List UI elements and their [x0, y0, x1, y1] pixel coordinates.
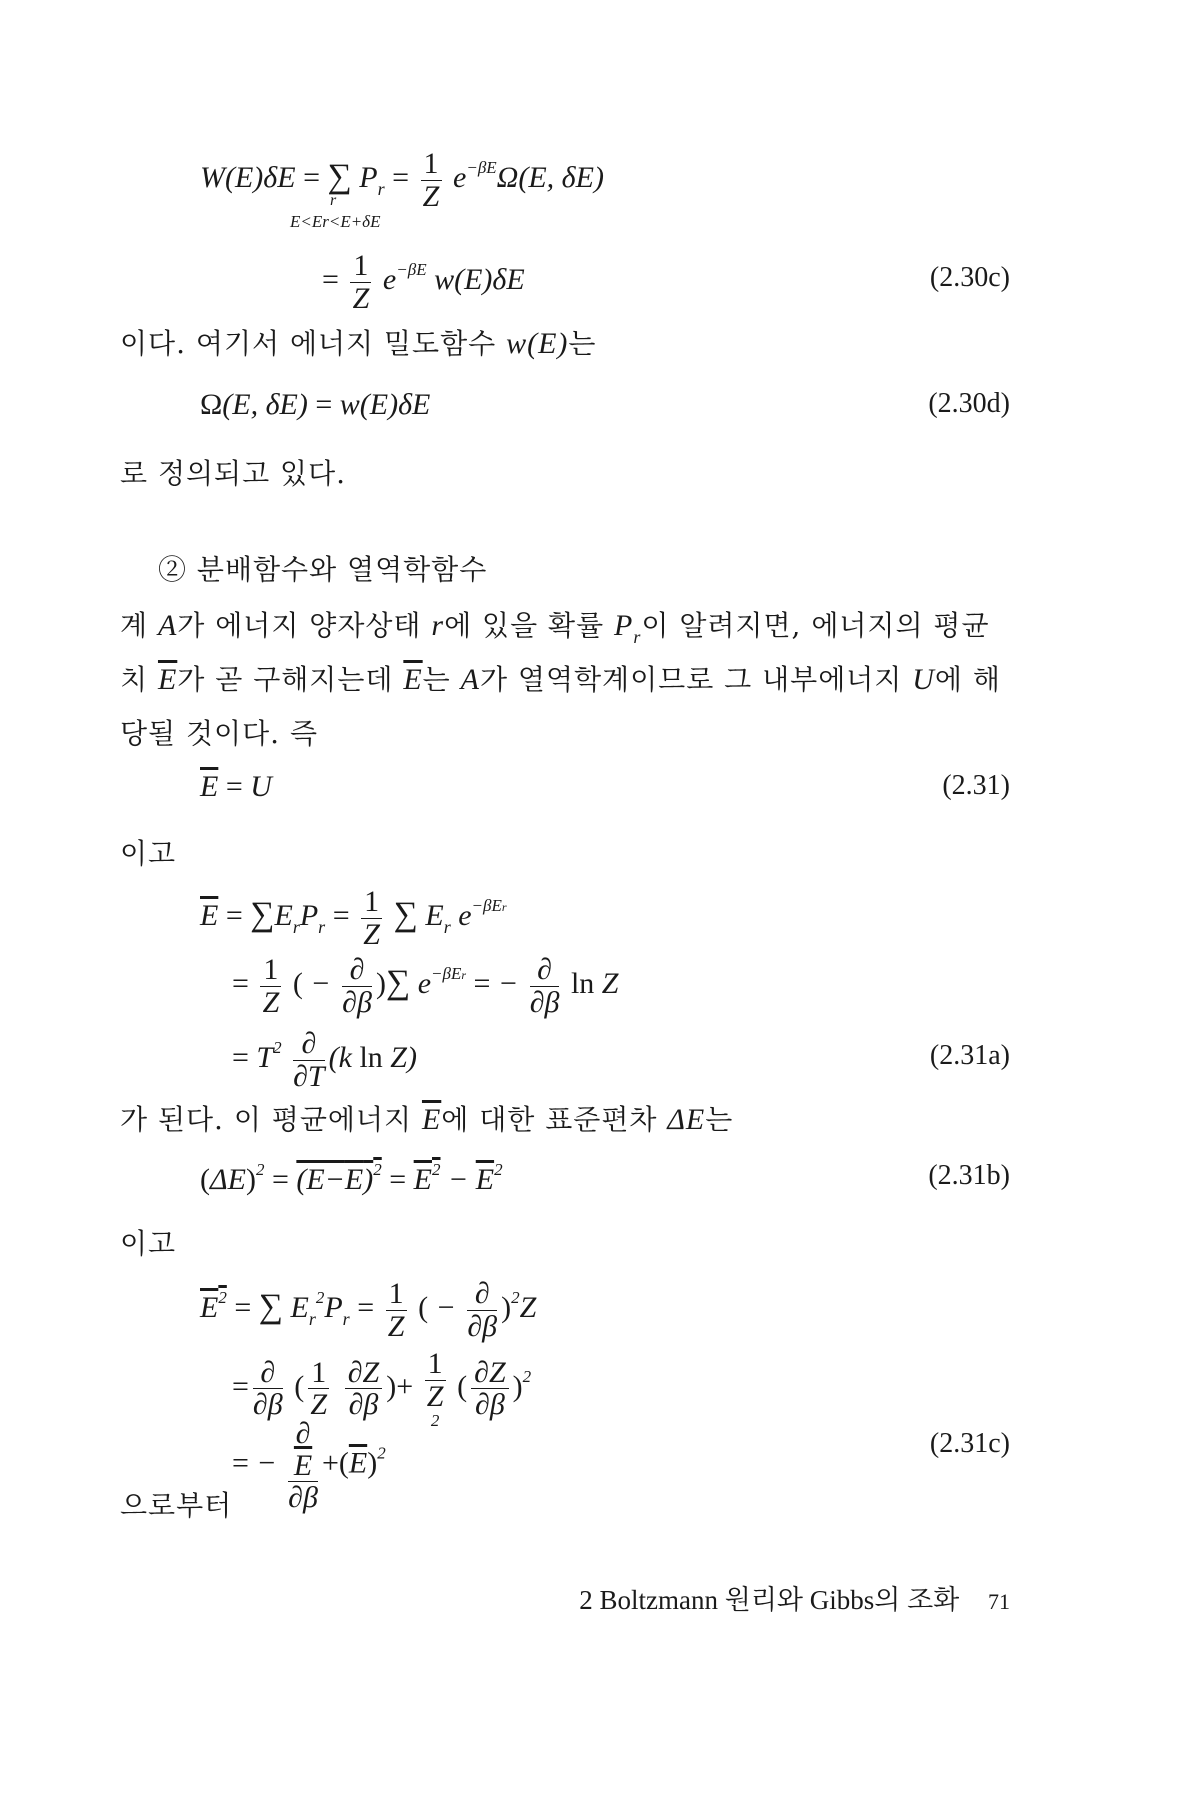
equation-2-30d: Ω(E, δE) = w(E)δE — [200, 388, 431, 421]
text: 는 — [705, 1103, 734, 1136]
text: 이 알려지면, 에너지의 평균 — [641, 609, 990, 642]
text: 가 곧 구해지는데 — [177, 663, 394, 696]
equation-number: (2.31b) — [928, 1160, 1010, 1191]
math-inline: $P_r$ — [614, 609, 642, 647]
equation-2-30c-sum-index: r — [330, 192, 337, 209]
math-inline: E — [421, 1103, 442, 1136]
running-title: 2 Boltzmann 원리와 Gibbs의 조화 — [579, 1585, 960, 1615]
equation-number: (2.30d) — [928, 388, 1010, 419]
paragraph-line: 이고 — [120, 837, 177, 870]
paragraph-line — [120, 658, 1001, 698]
text: 에 대한 표준편차 — [441, 1103, 658, 1136]
equation-2-30c-sum-limits: E<Er<E+δE — [290, 212, 381, 231]
equation-2-31c-line2: = $\frac{\partial}{\partial\beta}$ ( $\frac{1}{Z}$ $\frac{\partial Z}{\partial\beta}$ )+ 1 Z 2 ( $\frac{\partial Z}{\partial\beta}$ )$^2$ — [232, 1347, 532, 1430]
equation-2-31a-line1: $\overline{E} = \sum E_rP_r$ = $\frac{1}{Z}$ ∑ $E_r$ $e^{-\beta Er}$ — [200, 885, 507, 951]
math-inline: ΔE — [667, 1103, 706, 1136]
equation-2-31: $\overline{E} = U$ — [200, 770, 272, 803]
math-inline: A — [157, 609, 178, 642]
text: 이다. 여기서 에너지 밀도함수 — [120, 327, 497, 360]
text: 에 있을 확률 — [444, 609, 605, 642]
text: 치 — [120, 663, 149, 696]
text: 는 — [422, 663, 451, 696]
section-heading: ② 분배함수와 열역학함수 — [158, 553, 488, 586]
paragraph-line: 이고 — [120, 1227, 177, 1260]
paragraph-line — [120, 1098, 733, 1138]
equation-2-31a-line3: = $T^2$ $\frac{\partial}{\partial T}$ (k ln Z) — [232, 1027, 417, 1093]
page-number: 71 — [988, 1589, 1010, 1614]
equation-number: (2.31c) — [929, 1428, 1010, 1459]
equation-number: (2.31) — [942, 770, 1010, 801]
math-inline: A — [460, 663, 480, 696]
text: 에 해 — [934, 663, 1001, 696]
text: 가 열역학계이므로 그 내부에너지 — [479, 663, 903, 696]
equation-2-30c-line1: W(E)δE = ∑ $P_r$ = $\frac{1}{Z}$ $e^{-\beta E}\Omega(E$, δE) — [200, 147, 604, 213]
equation-2-31a-line2: = $\frac{1}{Z}$ ( − $\frac{\partial}{\partial\beta}$ )∑ $e^{-\beta Er}$ = − $\frac{\partial}{\partial\beta}$ ln Z — [232, 953, 619, 1019]
equation-2-30c-line2: = $\frac{1}{Z}$ $e^{-\beta E}$ w(E)δE — [322, 249, 525, 315]
paragraph-line: 당될 것이다. 즉 — [120, 717, 318, 750]
text: 가 에너지 양자상태 — [177, 609, 422, 642]
equation-number: (2.30c) — [929, 262, 1010, 293]
text: 계 — [120, 609, 149, 642]
paragraph-line — [120, 604, 990, 648]
paragraph-line — [120, 322, 596, 362]
paragraph-line: 으로부터 — [120, 1489, 233, 1522]
equation-2-31c-line1: $E^2$ = ∑ $E_r^2P_r$ = $\frac{1}{Z}$ ( − $\frac{\partial}{\partial\beta}$ )$^2$Z — [200, 1277, 537, 1343]
running-footer — [579, 1578, 1010, 1617]
equation-2-31b: $(\Delta E)^2 = (E-E)^2 = E^2 - \overline{E}^2$ — [200, 1160, 503, 1196]
equation-2-31c-line3: = − ∂ $\overline{E}$ ∂β $+(\overline{E})^2$ — [232, 1417, 386, 1514]
text: 가 된다. 이 평균에너지 — [120, 1103, 413, 1136]
math-inline: E — [157, 663, 178, 696]
paragraph-line: 로 정의되고 있다. — [120, 457, 347, 490]
math-inline: r — [431, 609, 445, 642]
math-inline: U — [912, 663, 935, 696]
equation-number: (2.31a) — [929, 1040, 1010, 1071]
text: 는 — [568, 327, 597, 360]
math-inline: w(E) — [506, 327, 569, 360]
math-inline: E — [403, 663, 423, 696]
